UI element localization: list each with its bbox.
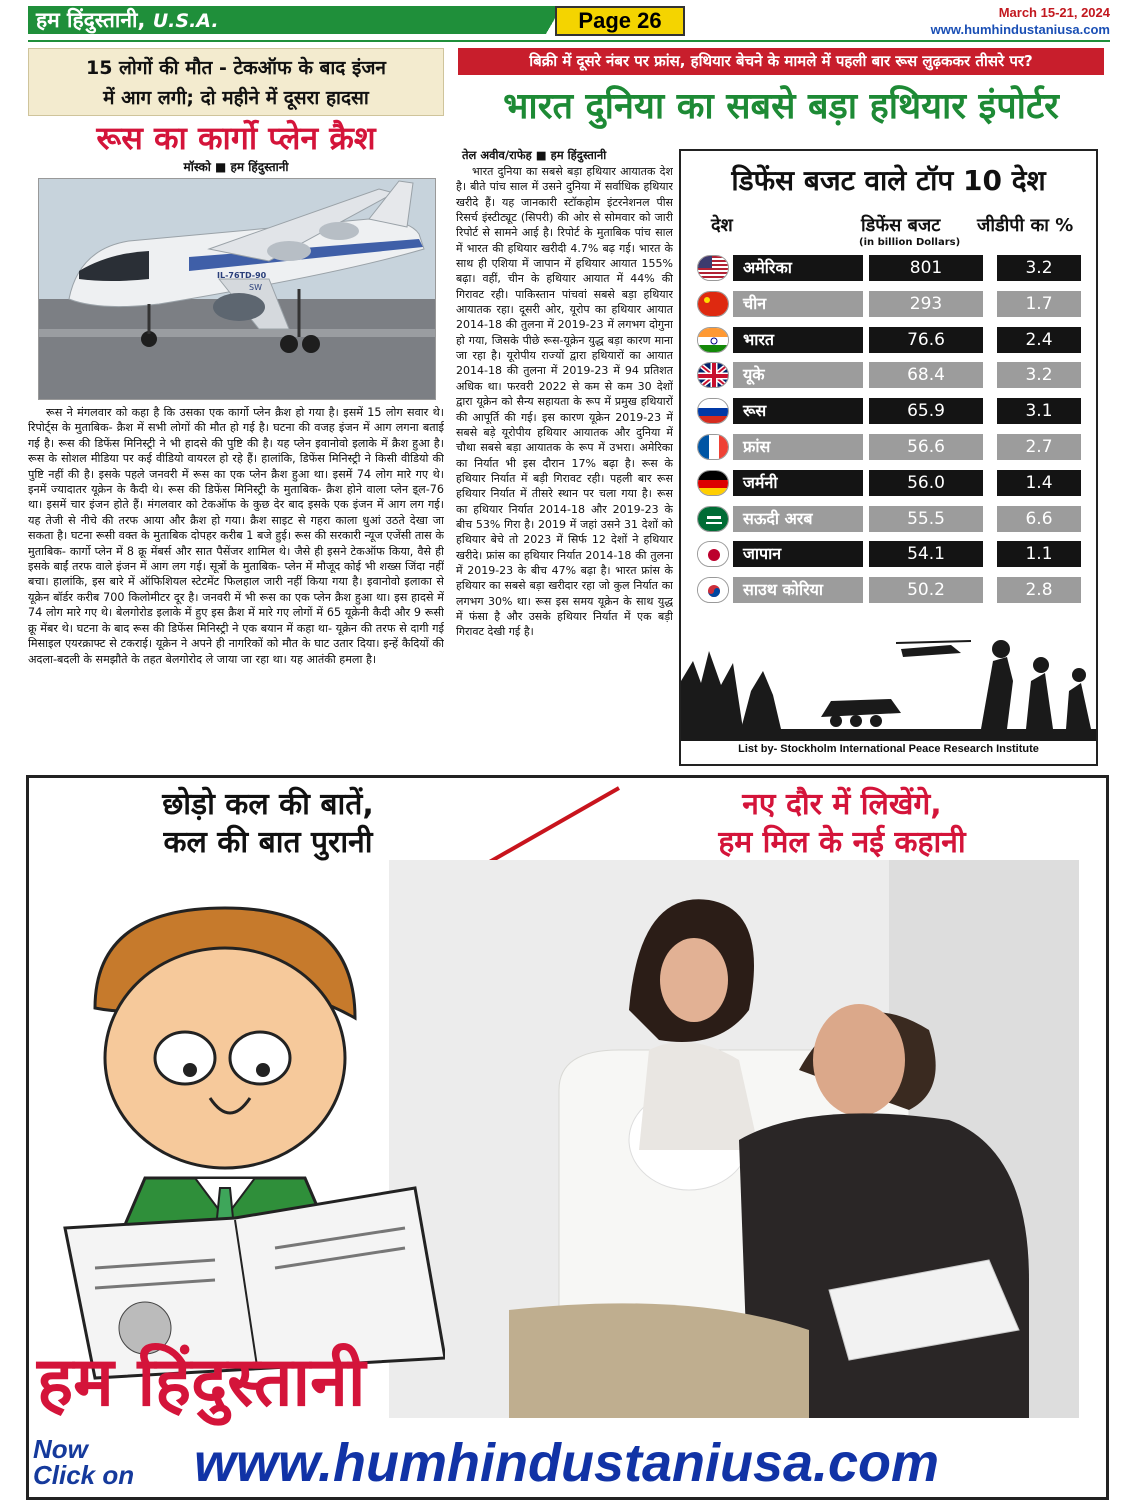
korea-flag-icon (697, 577, 729, 603)
brand-logo: हम हिंदुस्तानी (37, 1343, 366, 1422)
row-country: यूके (733, 362, 863, 388)
left-article-subheadline (28, 48, 444, 116)
masthead-rule (28, 40, 1110, 42)
plane-livery-mark: SW (249, 283, 262, 292)
right-article-headline: भारत दुनिया का सबसे बड़ा हथियार इंपोर्टर (503, 86, 1059, 127)
subheadline-line-2: में आग लगी; दो महीने में दूसरा हादसा (103, 87, 369, 109)
row-budget: 56.6 (869, 434, 983, 460)
defense-budget-infographic (679, 149, 1098, 766)
row-country: जापान (733, 541, 863, 567)
ad-slogan-right (607, 786, 1077, 862)
budget-row (697, 506, 1087, 532)
plane-registration: IL-76TD-90 (217, 271, 267, 280)
row-budget: 65.9 (869, 398, 983, 424)
saudi-flag-icon (697, 506, 729, 532)
promo-advertisement (26, 775, 1109, 1500)
ad-slogan-right-line-1: नए दौर में लिखेंगे, (742, 787, 942, 822)
row-country: अमेरिका (733, 255, 863, 281)
india-flag-icon (697, 327, 729, 353)
row-budget: 801 (869, 255, 983, 281)
row-country: भारत (733, 327, 863, 353)
china-flag-icon (697, 291, 729, 317)
col-header-budget: डिफेंस बजट (861, 215, 941, 236)
row-budget: 54.1 (869, 541, 983, 567)
budget-row (697, 434, 1087, 460)
row-gdp-percent: 3.2 (997, 362, 1081, 388)
ad-slogan-left-line-2: कल की बात पुरानी (163, 825, 373, 860)
row-gdp-percent: 6.6 (997, 506, 1081, 532)
infographic-source: List by- Stockholm International Peace Research Institute (738, 743, 1039, 755)
budget-row (697, 291, 1087, 317)
row-budget: 50.2 (869, 577, 983, 603)
japan-flag-icon (697, 541, 729, 567)
row-country: चीन (733, 291, 863, 317)
right-article-dateline: तेल अवीव/राफेह ■ हम हिंदुस्तानी (462, 148, 607, 162)
row-budget: 68.4 (869, 362, 983, 388)
left-article-body: रूस ने मंगलवार को कहा है कि उसका एक कार्गो प्लेन क्रैश हो गया है। इसमें 15 लोग सवार थे। रिपोर्ट्स के मुताबिक- क्रैश में सभी लोगों की मौत हो गई है। घटना की वजह इंजन में आग लगना बताई गई है। रूस की डिफेंस मिनिस्ट्री ने भी हादसे की पुष्टि की है। यह प्लेन इवानोवो इलाके में क्रैश हुआ है। रूस के सोशल मीडिया पर कई वीडियो वायरल हो रहे हैं। हालांकि, डिफेंस मिनिस्ट्री ने किसी वीडियो की पुष्टि नहीं की है। इसके पहले जनवरी में रूस का एक प्लेन क्रैश हुआ था। इसमें 74 लोग मारे गए थे। इनमें ज्यादातर यूक्रेन के कैदी थे। रूस की डिफेंस मिनिस्ट्री के मुताबिक- क्रैश होने वाला प्लेन इ्ल-76 था। इसमें चार इंजन होते हैं। मंगलवार को टेकऑफ के कुछ देर बाद इसके एक इंजन में आग लग गई। यह तेजी से नीचे की तरफ आया और क्रैश हो गया। क्रैश साइट से गहरा काला धुआं उठते देखा जा सकता है। घटना रूसी वक्त के मुताबिक दोपहर करीब 1 बजे हुई। रूस की सरकारी न्यूज एजेंसी तास के मुताबिक- कार्गो प्लेन में 8 क्रू मेंबर्स और सात पैसेंजर शामिल थे। जैसे ही इसने टेकऑफ किया, वैसे ही इसके बाईं तरफ वाले इंजन में आग लग गई। सूत्रों के मुताबिक- प्लेन में मौजूद कोई भी शख्स जिंदा नहीं बचा। हालांकि, इस बारे में ऑफिशियल स्टेटमेंट फिलहाल जारी नहीं किया गया है। इवानोवो इलाका से यूक्रेन बॉर्डर करीब 700 किलोमीटर दूर है। जनवरी में भी रूस का एक प्लेन क्रैश हुआ था। इस हादसे में 74 लोग मारे गए थे। बेलगोरोड इलाके में हुए इस क्रैश में मारे गए लोगों में 65 यूक्रेनी कैदी और 9 रूसी क्रू मेंबर थे। घटना के बाद रूस की डिफेंस मिनिस्ट्री ने एक बयान में कहा था- यूक्रेन की तरफ से दागी गई मिसाइल एयरक्राफ्ट से टकराई। यूक्रेन ने अपने ही नागरिकों को मौत के घाट उतार दिया। इन्हें कैदियों की अदला-बदली के समझौते के तहत बेलगोरोद ले जाया जा रहा था। यह आतंकी हमला है। (28, 406, 444, 666)
couple-illustration (389, 860, 1079, 1418)
row-country: जर्मनी (733, 470, 863, 496)
cargo-plane-illustration (39, 179, 436, 400)
ad-slogan-left (83, 786, 453, 862)
row-country: सऊदी अरब (733, 506, 863, 532)
left-article-dateline: मॉस्को ■ हम हिंदुस्तानी (183, 160, 289, 174)
russia-flag-icon (697, 398, 729, 424)
cta-prompt-line-2: Click on (33, 1460, 135, 1490)
masthead-paper-name (28, 6, 548, 34)
budget-row (697, 362, 1087, 388)
row-gdp-percent: 1.4 (997, 470, 1081, 496)
left-article-headline: रूस का कार्गो प्लेन क्रैश (96, 119, 376, 157)
paper-region: U.S.A. (152, 10, 219, 32)
budget-row (697, 327, 1087, 353)
budget-row (697, 470, 1087, 496)
col-header-country: देश (711, 215, 733, 236)
infographic-title: डिफेंस बजट वाले टॉप 10 देश (731, 164, 1046, 197)
budget-row (697, 398, 1087, 424)
row-gdp-percent: 1.7 (997, 291, 1081, 317)
row-country: साउथ कोरिया (733, 577, 863, 603)
budget-row (697, 541, 1087, 567)
soldiers-silhouette (681, 621, 1098, 741)
row-gdp-percent: 2.4 (997, 327, 1081, 353)
row-budget: 76.6 (869, 327, 983, 353)
row-budget: 55.5 (869, 506, 983, 532)
row-budget: 56.0 (869, 470, 983, 496)
uk-flag-icon (697, 362, 729, 388)
right-article-kicker: बिक्री में दूसरे नंबर पर फ्रांस, हथियार बेचने के मामले में पहली बार रूस लुढ़ककर तीसरे पर? (458, 48, 1104, 75)
website-link[interactable]: www.humhindustaniusa.com (194, 1433, 940, 1493)
row-country: रूस (733, 398, 863, 424)
cargo-plane-photo (38, 178, 436, 400)
issue-date: March 15-21, 2024 (998, 5, 1110, 20)
row-gdp-percent: 3.1 (997, 398, 1081, 424)
subheadline-line-1: 15 लोगों की मौत - टेकऑफ के बाद इंजन (86, 57, 386, 79)
budget-row (697, 255, 1087, 281)
budget-row (697, 577, 1087, 603)
germany-flag-icon (697, 470, 729, 496)
masthead-website-link[interactable]: www.humhindustaniusa.com (930, 22, 1110, 37)
cartoon-reader (35, 888, 445, 1388)
couple-photo (389, 860, 1079, 1418)
col-header-budget-unit: (in billion Dollars) (859, 237, 961, 248)
row-gdp-percent: 3.2 (997, 255, 1081, 281)
col-header-gdp: जीडीपी का % (977, 215, 1074, 236)
ad-slogan-left-line-1: छोड़ो कल की बातें, (162, 787, 374, 822)
page-number-badge: Page 26 (555, 6, 685, 36)
ad-slogan-right-line-2: हम मिल के नई कहानी (718, 825, 966, 860)
row-gdp-percent: 2.8 (997, 577, 1081, 603)
cta-prompt (33, 1436, 134, 1488)
row-country: फ्रांस (733, 434, 863, 460)
right-article-body: भारत दुनिया का सबसे बड़ा हथियार आयातक देश है। बीते पांच साल में उसने दुनिया में सर्वाधिक हथियार खरीदे हैं। यह जानकारी स्टॉकहोम इंटरनेशनल पीस रिसर्च इंस्टीट्यूट (सिपरी) की ओर से सोमवार को जारी रिपोर्ट से सामने आई है। रिपोर्ट के मुताबिक पांच साल में भारत की हथियार खरीदी 4.7% बढ़ गई। भारत के साथ ही एशिया में जापान में हथियार आयात 155% बढ़ा। वहीं, चीन के हथियार आयात में 44% की गिरावट रही। पाकिस्तान पांचवां सबसे बड़ा हथियार आयातक रहा। दूसरी ओर, यूरोप का हथियार आयात 2014-18 की तुलना में 2019-23 में लगभग दोगुना हो गया, जिसके पीछे रूस-यूक्रेन युद्ध बड़ा कारण माना जा रहा है। यूरोपीय राज्यों द्वारा हथियारों का आयात 2014-18 की तुलना में 2019-23 में 94 प्रतिशत अधिक था। फरवरी 2022 से कम से कम 30 देशों द्वारा यूक्रेन को सैन्य सहायता के रूप में प्रमुख हथियारों की आपूर्ति की गई। इस कारण यूक्रेन 2019-23 में सबसे बड़े यूरोपीय हथियार आयातक और दुनिया में चौथा सबसे बड़ा आयातक के रूप में उभरा। अमेरिका का निर्यात भी इस दौरान 17% बढ़ा है। रूस के हथियार निर्यात में बड़ी गिरावट रही। पहली बार रूस हथियार निर्यात में तीसरे स्थान पर चला गया है। रूस का हथियार निर्यात 2014-18 और 2019-23 के बीच 53% गिरा है। 2019 में जहां उसने 31 देशों को हथियार बेचे तो 2023 में सिर्फ 12 देशों ने हथियार खरीदे। फ्रांस का हथियार निर्यात 2014-18 की तुलना में 2019-23 के बीच 47% बढ़ा है। भारत फ्रांस के हथियार का सबसे बड़ा खरीदार रहा जो कुल निर्यात का लगभग 30% था। रूस इस समय यूक्रेन के साथ युद्ध में फंसा है और उसके हथियार निर्यात में एक बड़ी गिरावट देखी गई है। (456, 165, 673, 639)
row-gdp-percent: 2.7 (997, 434, 1081, 460)
paper-name: हम हिंदुस्तानी, (36, 8, 146, 32)
row-gdp-percent: 1.1 (997, 541, 1081, 567)
row-budget: 293 (869, 291, 983, 317)
france-flag-icon (697, 434, 729, 460)
cta-prompt-line-1: Now (33, 1434, 88, 1464)
us-flag-icon (697, 255, 729, 281)
